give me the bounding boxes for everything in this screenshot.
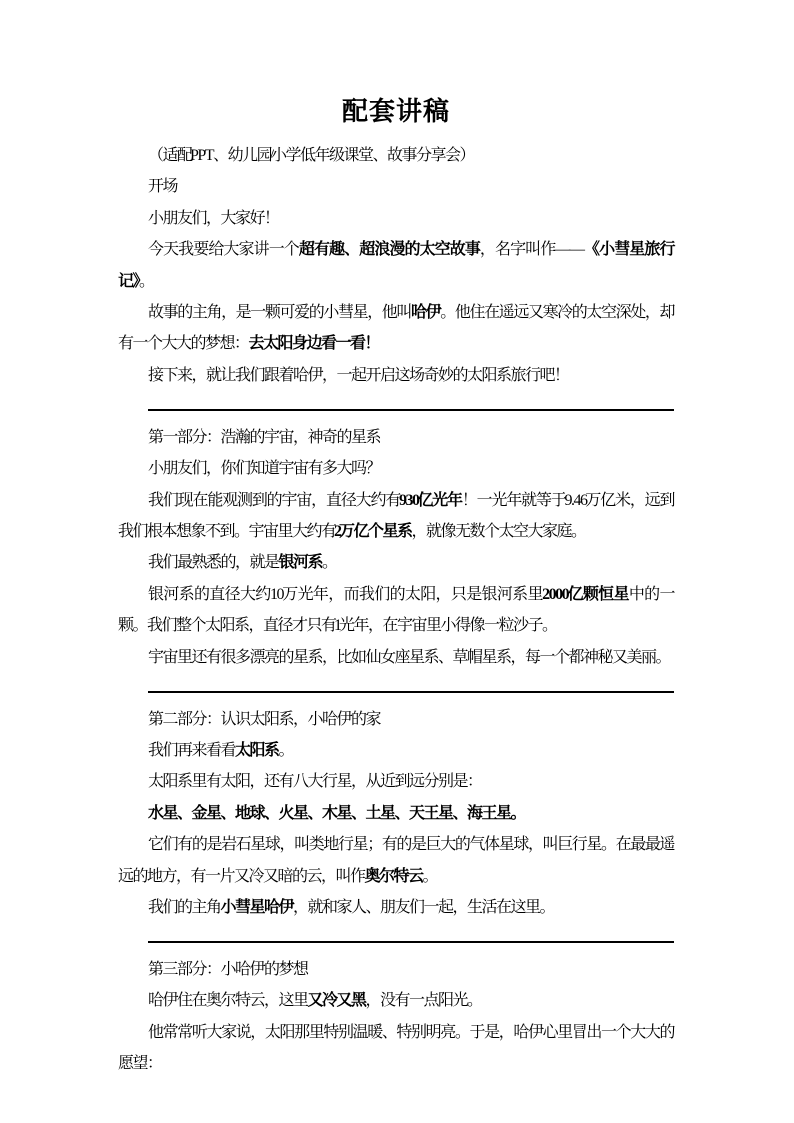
text-run: 宇宙里还有很多漂亮的星系，比如仙女座星系、草帽星系，每一个都神秘又美丽。	[148, 648, 671, 666]
bold-text-run: 奥尔特云	[364, 867, 423, 885]
paragraph	[118, 766, 674, 797]
bold-text-run: 小彗星哈伊	[220, 898, 294, 916]
paragraph	[118, 140, 674, 171]
text-run: 第二部分：认识太阳系，小哈伊的家	[148, 710, 381, 728]
paragraph	[118, 579, 674, 642]
document-title: 配套讲稿	[341, 97, 450, 126]
text-run: 小朋友们，你们知道宇宙有多大吗？	[148, 460, 381, 478]
paragraph	[118, 297, 674, 360]
bold-text-run: 银河系	[278, 554, 323, 572]
bold-text-run: 2000 亿颗恒星	[542, 585, 629, 603]
bold-text-run: 又冷又黑	[307, 992, 366, 1010]
text-run: 哈伊住在奥尔特云，这里	[148, 992, 308, 1010]
bold-text-run: 哈伊	[411, 304, 441, 322]
paragraph	[118, 642, 674, 673]
text-run: 我们最熟悉的，就是	[148, 554, 279, 572]
paragraph	[118, 829, 674, 892]
text-run: 今天我要给大家讲一个	[148, 241, 299, 259]
section-divider	[148, 691, 674, 693]
bold-text-run: 去太阳身边看一看！	[248, 335, 380, 353]
bold-text-run: 超有趣、超浪漫的太空故事	[298, 241, 480, 259]
paragraph	[118, 547, 674, 578]
document-body	[118, 140, 674, 1079]
text-run: 我们现在能观测到的宇宙，直径大约有	[148, 491, 399, 509]
text-run: 。	[278, 741, 294, 759]
paragraph	[118, 704, 674, 735]
paragraph	[118, 360, 674, 391]
paragraph	[118, 954, 674, 985]
paragraph	[118, 422, 674, 453]
section-divider	[148, 409, 674, 411]
text-run: 。	[322, 554, 337, 572]
text-run: 它们有的是岩石星球，叫类地行星；有的是巨大的气体星球，叫巨行星。在最最遥远的地方，有一片又冷又暗的云，叫作	[118, 836, 674, 885]
paragraph	[118, 1017, 674, 1080]
paragraph	[118, 171, 674, 202]
bold-text-run: 2 万亿个星系	[334, 522, 412, 540]
paragraph	[118, 985, 674, 1016]
paragraph	[118, 453, 674, 484]
text-run: 。他住在遥远又寒冷的太空深处，却有一个大大的梦想：	[118, 304, 674, 353]
paragraph	[118, 798, 674, 829]
text-run: 接下来，就让我们跟着哈伊，一起开启这场奇妙的太阳系旅行吧！	[148, 366, 569, 384]
bold-text-run: 太阳系	[235, 741, 279, 759]
paragraph	[118, 234, 674, 297]
text-run: 。	[139, 272, 154, 290]
text-run: ，没有一点阳光。	[365, 992, 482, 1010]
text-run: 我们再来看看	[148, 741, 236, 759]
text-run: 我们的主角	[148, 898, 221, 916]
text-run: 太阳系里有太阳，还有八大行星，从近到远分别是：	[148, 773, 482, 791]
text-run: 他常常听大家说，太阳那里特别温暖、特别明亮。于是，哈伊心里冒出一个大大的愿望：	[118, 1023, 674, 1073]
paragraph	[118, 892, 674, 923]
paragraph	[118, 203, 674, 234]
bold-text-run: 《小彗星旅行记》	[118, 241, 674, 290]
text-run: 第三部分：小哈伊的梦想	[148, 960, 308, 978]
text-run: 第一部分：浩瀚的宇宙，神奇的星系	[148, 428, 381, 446]
text-run: 开场	[148, 178, 178, 196]
section-divider	[148, 941, 674, 943]
text-run: （适配 PPT、幼儿园 / 小学低年级课堂、故事分享会）	[148, 147, 475, 164]
text-run: ，名字叫作 ——	[479, 241, 584, 259]
text-run: ，就像无数个太空大家庭。	[411, 522, 586, 540]
text-run: 。	[422, 867, 438, 885]
text-run: 中的一颗。我们整个太阳系，直径才只有 1 光年，在宇宙里小得像一粒沙子。	[118, 585, 674, 635]
paragraph	[118, 485, 674, 548]
text-run: 故事的主角，是一颗可爱的小彗星，他叫	[148, 304, 412, 322]
text-run: 银河系的直径大约 10 万光年，而我们的太阳，只是银河系里	[148, 585, 543, 603]
text-run: ，就和家人、朋友们一起，生活在这里。	[293, 898, 555, 916]
bold-text-run: 930 亿光年	[398, 491, 462, 509]
paragraph	[118, 735, 674, 766]
bold-text-run: 水星、金星、地球、火星、木星、土星、天王星、海王星。	[148, 804, 526, 822]
text-run: ！一光年就等于 9.46 万亿米，远到我们根本想象不到。宇宙里大约有	[118, 491, 674, 540]
text-run: 小朋友们，大家好！	[148, 209, 279, 227]
